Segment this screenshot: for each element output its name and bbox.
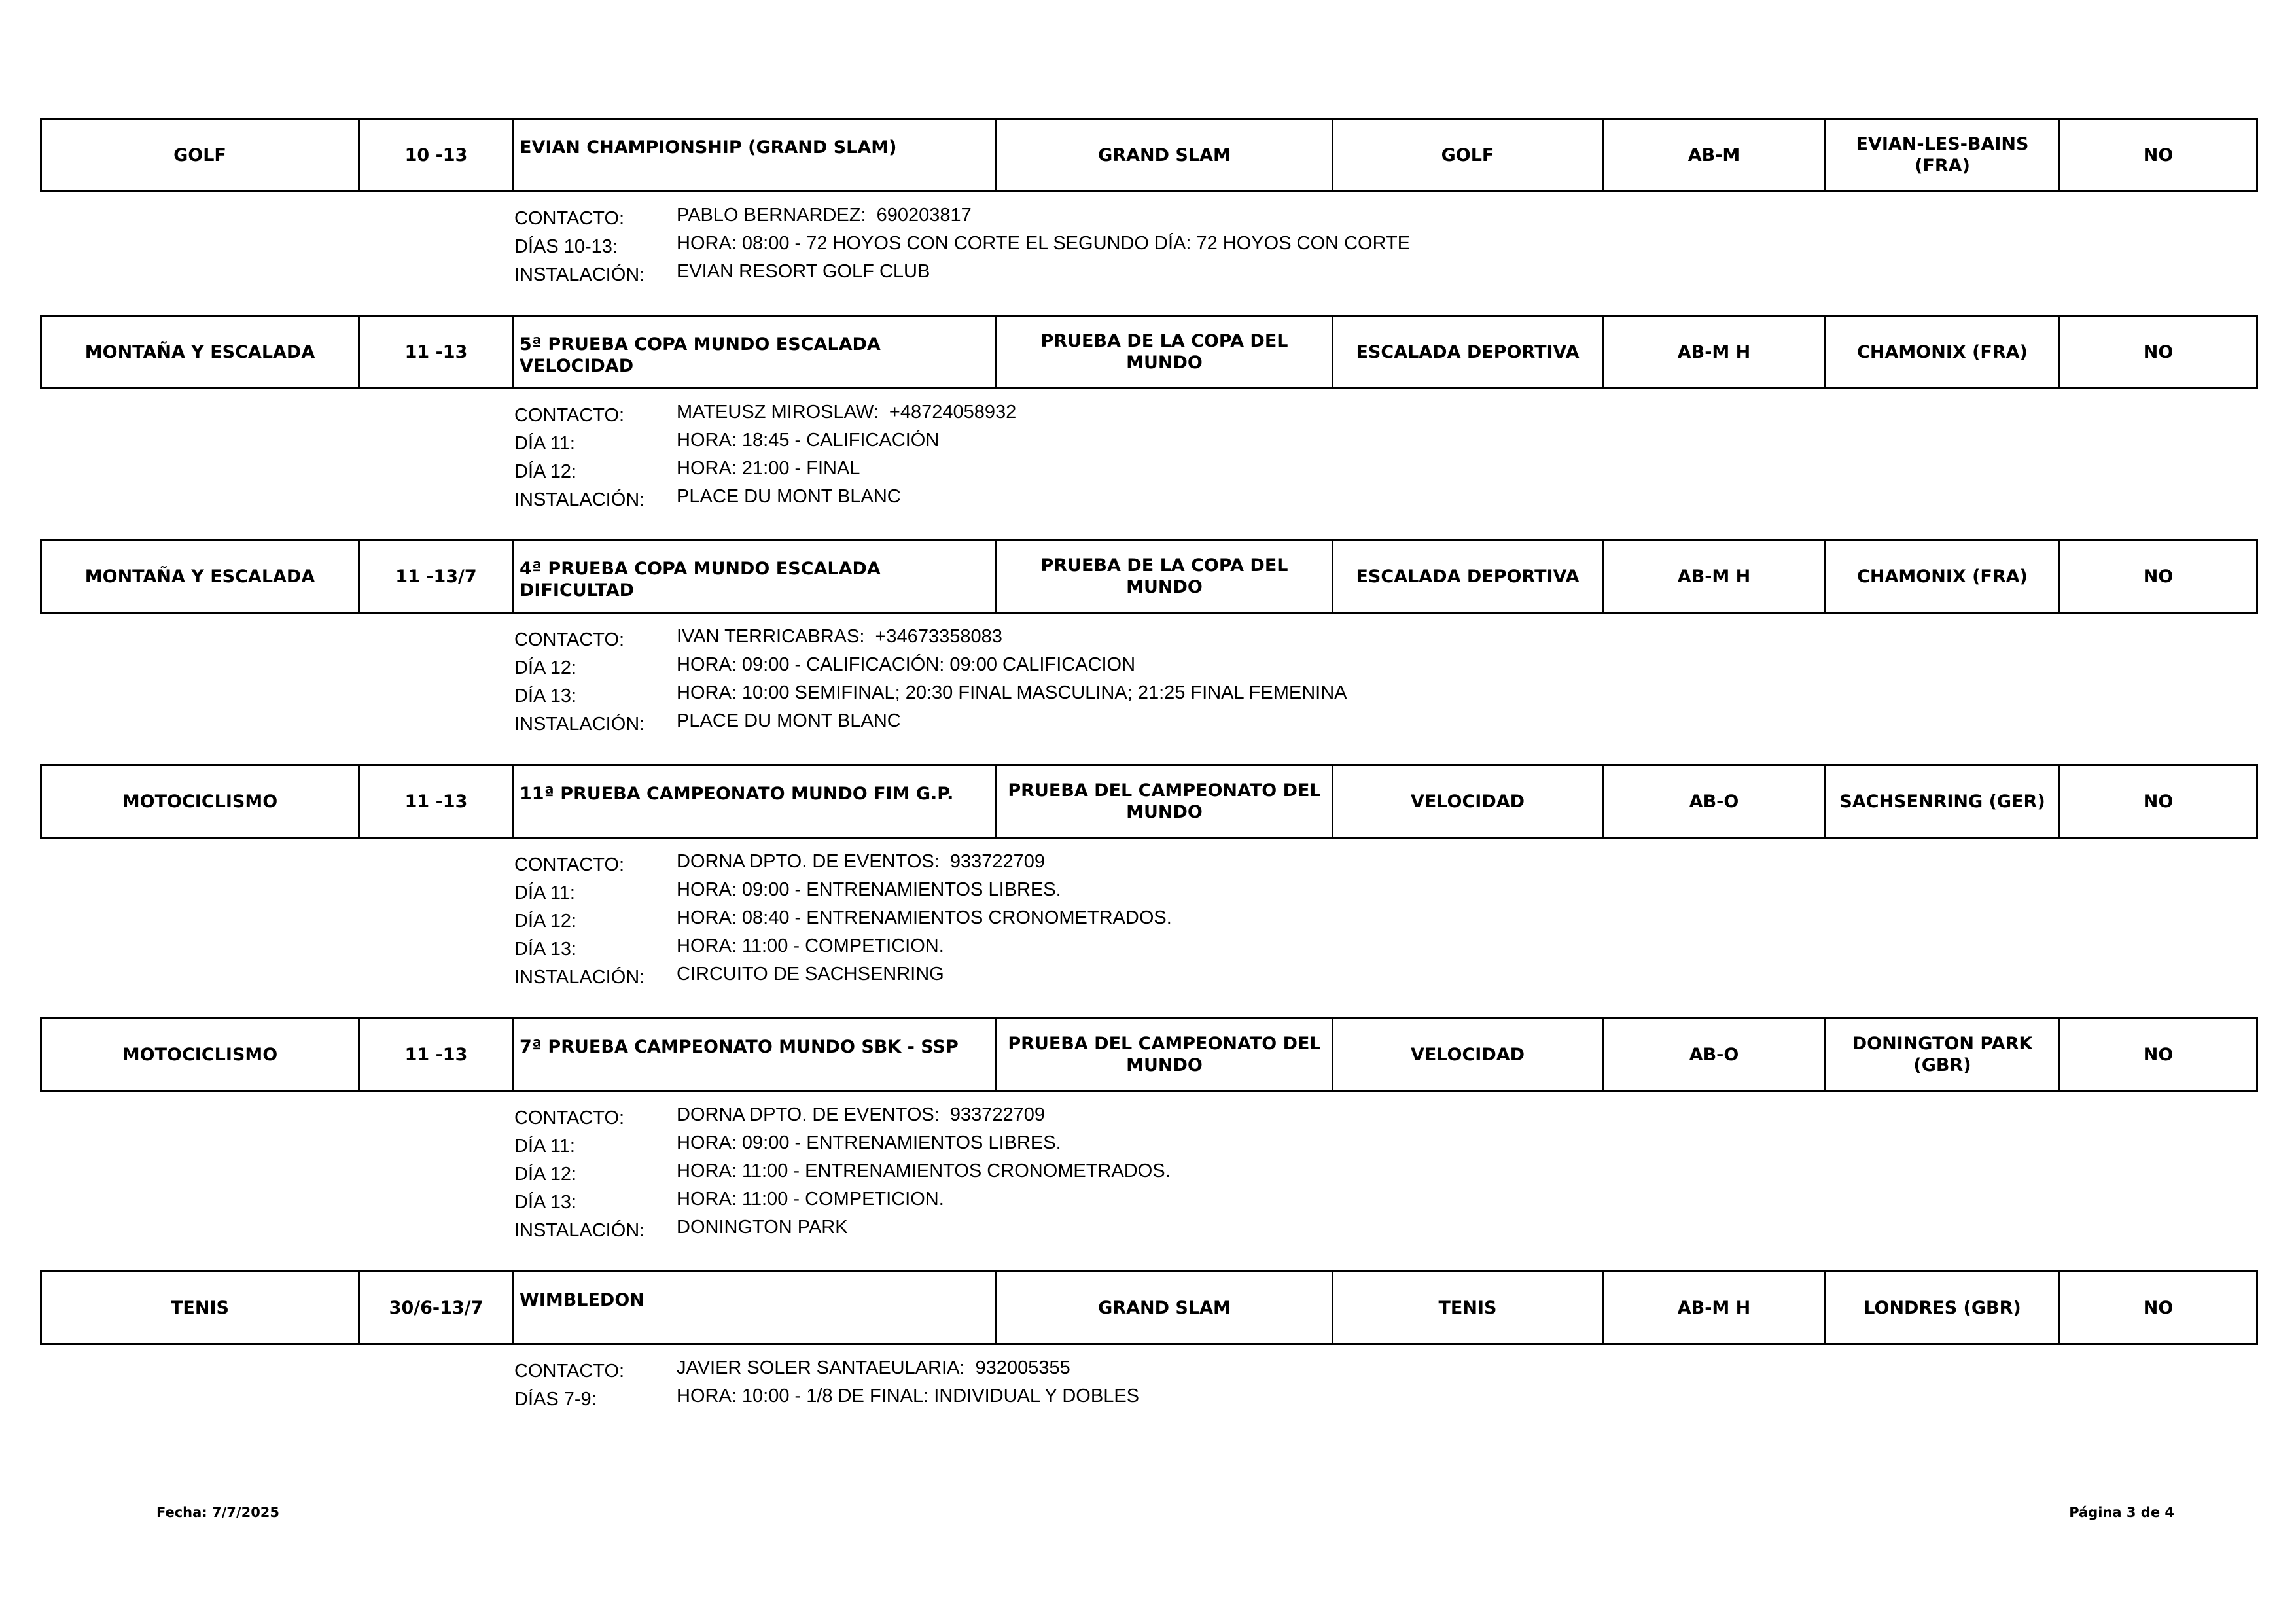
event-row-table: [40, 1270, 2258, 1345]
flag-label: NO: [2143, 791, 2174, 812]
detail-row: [514, 710, 1347, 739]
detail-label: DÍA 12:: [514, 461, 577, 482]
detail-value: HORA: 09:00 - ENTRENAMIENTOS LIBRES.: [677, 879, 1061, 900]
event-type-label: GRAND SLAM: [1098, 1297, 1231, 1318]
detail-row: [514, 851, 1172, 879]
category-label: AB-O: [1689, 1044, 1739, 1065]
location-cell: [1826, 765, 2060, 838]
sport-label: MOTOCICLISMO: [122, 1044, 278, 1065]
detail-value: JAVIER SOLER SANTAEULARIA: 932005355: [677, 1357, 1070, 1378]
sport-label: MONTAÑA Y ESCALADA: [84, 566, 315, 587]
detail-label: CONTACTO:: [514, 1361, 625, 1382]
detail-row: [514, 1104, 1171, 1132]
detail-value: CIRCUITO DE SACHSENRING: [677, 964, 944, 985]
detail-row: [514, 654, 1347, 682]
location-cell: [1826, 316, 2060, 389]
flag-cell: [2060, 540, 2257, 613]
detail-value: HORA: 08:00 - 72 HOYOS CON CORTE EL SEGUNDO DÍA: 72 HOYOS CON CORTE: [677, 233, 1411, 254]
detail-value: HORA: 08:40 - ENTRENAMIENTOS CRONOMETRADOS.: [677, 907, 1172, 928]
location-cell: [1826, 119, 2060, 192]
detail-label: CONTACTO:: [514, 208, 625, 229]
sport-label: MONTAÑA Y ESCALADA: [84, 341, 315, 362]
event-type-label: PRUEBA DEL CAMPEONATO DEL MUNDO: [1008, 1034, 1321, 1075]
detail-row: [514, 233, 1410, 261]
detail-value: PABLO BERNARDEZ: 690203817: [677, 205, 972, 226]
event-name-cell: [514, 1019, 997, 1091]
detail-row: [514, 1386, 1139, 1414]
event-type-label: PRUEBA DEL CAMPEONATO DEL MUNDO: [1008, 780, 1321, 822]
detail-value: EVIAN RESORT GOLF CLUB: [677, 261, 930, 282]
sport-cell: [41, 765, 359, 838]
category-cell: [1603, 765, 1826, 838]
discipline-cell: [1333, 540, 1603, 613]
detail-label: INSTALACIÓN:: [514, 264, 645, 285]
category-cell: [1603, 119, 1826, 192]
detail-label: DÍA 12:: [514, 657, 577, 678]
detail-value: HORA: 11:00 - COMPETICION.: [677, 1189, 944, 1210]
discipline-cell: [1333, 316, 1603, 389]
detail-label: DÍAS 10-13:: [514, 236, 618, 257]
detail-row: [514, 1189, 1171, 1217]
flag-cell: [2060, 119, 2257, 192]
detail-row: [514, 907, 1172, 935]
detail-row: [514, 402, 1016, 430]
event-type-cell: [997, 316, 1333, 389]
detail-label: DÍA 11:: [514, 1136, 575, 1157]
discipline-cell: [1333, 119, 1603, 192]
location-cell: [1826, 1019, 2060, 1091]
dates-label: 11 -13: [404, 791, 468, 812]
flag-label: NO: [2143, 145, 2174, 166]
sport-label: MOTOCICLISMO: [122, 791, 278, 812]
detail-label: INSTALACIÓN:: [514, 714, 645, 735]
detail-row: [514, 1132, 1171, 1161]
location-cell: [1826, 1272, 2060, 1344]
event-row-table: [40, 539, 2258, 614]
event-name-label: 11ª PRUEBA CAMPEONATO MUNDO FIM G.P.: [520, 784, 954, 804]
detail-value: IVAN TERRICABRAS: +34673358083: [677, 626, 1002, 647]
detail-label: DÍA 13:: [514, 686, 577, 707]
detail-label: DÍA 13:: [514, 939, 577, 960]
detail-value: DORNA DPTO. DE EVENTOS: 933722709: [677, 1104, 1046, 1125]
footer-page-number: Página 3 de 4: [2069, 1505, 2174, 1520]
event-name-label: 4ª PRUEBA COPA MUNDO ESCALADA DIFICULTAD: [520, 559, 881, 601]
event-row-table: [40, 764, 2258, 839]
detail-row: [514, 458, 1016, 486]
discipline-cell: [1333, 765, 1603, 838]
detail-value: PLACE DU MONT BLANC: [677, 710, 901, 731]
flag-cell: [2060, 765, 2257, 838]
detail-value: HORA: 10:00 - 1/8 DE FINAL: INDIVIDUAL Y DOBLES: [677, 1386, 1140, 1406]
category-cell: [1603, 540, 1826, 613]
discipline-label: TENIS: [1438, 1297, 1497, 1318]
detail-row: [514, 626, 1347, 654]
dates-cell: [359, 1019, 514, 1091]
dates-label: 11 -13: [404, 1044, 468, 1065]
event-row: [41, 1272, 2257, 1344]
event-type-cell: [997, 540, 1333, 613]
event-name-cell: [514, 540, 997, 613]
detail-value: HORA: 09:00 - ENTRENAMIENTOS LIBRES.: [677, 1132, 1061, 1153]
dates-label: 30/6-13/7: [389, 1297, 484, 1318]
event-details: [514, 626, 1347, 739]
event-row-table: [40, 1017, 2258, 1092]
detail-row: [514, 1161, 1171, 1189]
category-cell: [1603, 316, 1826, 389]
event-type-cell: [997, 1019, 1333, 1091]
event-name-label: 7ª PRUEBA CAMPEONATO MUNDO SBK - SSP: [520, 1037, 959, 1057]
flag-cell: [2060, 1272, 2257, 1344]
sport-cell: [41, 316, 359, 389]
category-label: AB-M H: [1677, 566, 1751, 587]
detail-value: HORA: 10:00 SEMIFINAL; 20:30 FINAL MASCULINA; 21:25 FINAL FEMENINA: [677, 682, 1347, 703]
discipline-label: ESCALADA DEPORTIVA: [1356, 341, 1580, 362]
detail-value: DONINGTON PARK: [677, 1217, 848, 1238]
event-details: [514, 851, 1172, 992]
detail-label: DÍA 11:: [514, 433, 575, 454]
discipline-cell: [1333, 1019, 1603, 1091]
category-label: AB-M: [1687, 145, 1740, 166]
discipline-label: ESCALADA DEPORTIVA: [1356, 566, 1580, 587]
detail-row: [514, 261, 1410, 289]
event-row: [41, 1019, 2257, 1091]
category-cell: [1603, 1019, 1826, 1091]
detail-row: [514, 430, 1016, 458]
location-label: SACHSENRING (GER): [1839, 791, 2045, 812]
event-details: [514, 1357, 1139, 1414]
event-row-table: [40, 315, 2258, 389]
footer-date: Fecha: 7/7/2025: [156, 1505, 280, 1520]
dates-cell: [359, 540, 514, 613]
detail-label: INSTALACIÓN:: [514, 489, 645, 510]
detail-row: [514, 1357, 1139, 1386]
detail-row: [514, 1217, 1171, 1245]
location-label: CHAMONIX (FRA): [1857, 341, 2028, 362]
detail-value: HORA: 09:00 - CALIFICACIÓN: 09:00 CALIFICACION: [677, 654, 1136, 675]
event-row: [41, 540, 2257, 613]
event-name-cell: [514, 119, 997, 192]
discipline-label: GOLF: [1441, 145, 1494, 166]
event-row-table: [40, 118, 2258, 192]
flag-cell: [2060, 316, 2257, 389]
detail-label: DÍAS 7-9:: [514, 1389, 597, 1410]
discipline-cell: [1333, 1272, 1603, 1344]
event-type-label: PRUEBA DE LA COPA DEL MUNDO: [1040, 555, 1288, 597]
detail-value: MATEUSZ MIROSLAW: +48724058932: [677, 402, 1017, 423]
detail-value: HORA: 18:45 - CALIFICACIÓN: [677, 430, 940, 451]
location-label: LONDRES (GBR): [1863, 1297, 2021, 1318]
dates-cell: [359, 119, 514, 192]
dates-cell: [359, 765, 514, 838]
sport-cell: [41, 1019, 359, 1091]
event-type-label: PRUEBA DE LA COPA DEL MUNDO: [1040, 331, 1288, 373]
discipline-label: VELOCIDAD: [1410, 1044, 1525, 1065]
discipline-label: VELOCIDAD: [1410, 791, 1525, 812]
detail-label: DÍA 12:: [514, 1164, 577, 1185]
dates-label: 10 -13: [404, 145, 468, 166]
location-label: EVIAN-LES-BAINS (FRA): [1856, 134, 2029, 176]
detail-value: HORA: 21:00 - FINAL: [677, 458, 860, 479]
sport-label: GOLF: [173, 145, 226, 166]
sport-cell: [41, 540, 359, 613]
event-type-cell: [997, 765, 1333, 838]
dates-cell: [359, 316, 514, 389]
sport-label: TENIS: [171, 1297, 229, 1318]
detail-row: [514, 879, 1172, 907]
event-name-cell: [514, 1272, 997, 1344]
detail-row: [514, 486, 1016, 514]
location-cell: [1826, 540, 2060, 613]
sport-cell: [41, 1272, 359, 1344]
event-row: [41, 316, 2257, 389]
detail-label: INSTALACIÓN:: [514, 1220, 645, 1241]
event-name-label: EVIAN CHAMPIONSHIP (GRAND SLAM): [520, 137, 897, 158]
event-details: [514, 402, 1016, 514]
location-label: CHAMONIX (FRA): [1857, 566, 2028, 587]
sport-cell: [41, 119, 359, 192]
detail-label: DÍA 12:: [514, 911, 577, 932]
flag-label: NO: [2143, 1044, 2174, 1065]
dates-cell: [359, 1272, 514, 1344]
detail-row: [514, 205, 1410, 233]
detail-label: DÍA 13:: [514, 1192, 577, 1213]
detail-label: CONTACTO:: [514, 1108, 625, 1128]
event-name-label: 5ª PRUEBA COPA MUNDO ESCALADA VELOCIDAD: [520, 334, 881, 376]
detail-value: DORNA DPTO. DE EVENTOS: 933722709: [677, 851, 1046, 872]
detail-label: DÍA 11:: [514, 882, 575, 903]
category-label: AB-M H: [1677, 1297, 1751, 1318]
detail-label: INSTALACIÓN:: [514, 967, 645, 988]
category-label: AB-M H: [1677, 341, 1751, 362]
detail-label: CONTACTO:: [514, 854, 625, 875]
detail-row: [514, 964, 1172, 992]
flag-label: NO: [2143, 1297, 2174, 1318]
detail-label: CONTACTO:: [514, 405, 625, 426]
event-name-cell: [514, 316, 997, 389]
detail-row: [514, 682, 1347, 710]
detail-value: PLACE DU MONT BLANC: [677, 486, 901, 507]
event-name-cell: [514, 765, 997, 838]
flag-cell: [2060, 1019, 2257, 1091]
category-label: AB-O: [1689, 791, 1739, 812]
event-details: [514, 1104, 1171, 1245]
event-type-cell: [997, 1272, 1333, 1344]
dates-label: 11 -13/7: [395, 566, 477, 587]
event-type-cell: [997, 119, 1333, 192]
event-type-label: GRAND SLAM: [1098, 145, 1231, 166]
location-label: DONINGTON PARK (GBR): [1852, 1034, 2033, 1075]
dates-label: 11 -13: [404, 341, 468, 362]
detail-label: CONTACTO:: [514, 629, 625, 650]
detail-value: HORA: 11:00 - ENTRENAMIENTOS CRONOMETRADOS.: [677, 1161, 1171, 1181]
event-name-label: WIMBLEDON: [520, 1290, 645, 1310]
detail-row: [514, 935, 1172, 964]
detail-value: HORA: 11:00 - COMPETICION.: [677, 935, 944, 956]
category-cell: [1603, 1272, 1826, 1344]
flag-label: NO: [2143, 566, 2174, 587]
flag-label: NO: [2143, 341, 2174, 362]
event-row: [41, 119, 2257, 192]
event-details: [514, 205, 1410, 289]
event-row: [41, 765, 2257, 838]
